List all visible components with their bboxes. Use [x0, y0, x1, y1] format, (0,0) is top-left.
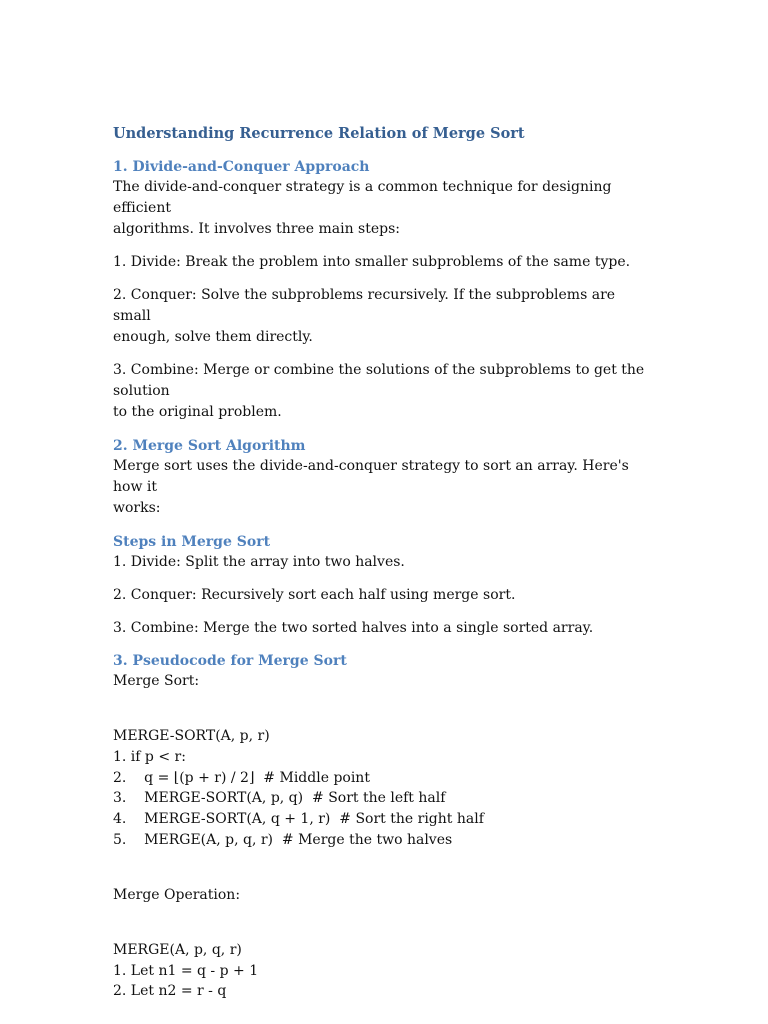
paragraph-line: Merge sort uses the divide-and-conquer strategy to sort an array. Here's how it [113, 458, 629, 495]
code-line: MERGE-SORT(A, p, r) [113, 728, 270, 744]
merge-sort-label: Merge Sort: [113, 673, 200, 689]
code-line: 1. Let n1 = q - p + 1 [113, 962, 259, 979]
document-title: Understanding Recurrence Relation of Merge Sort [113, 125, 525, 142]
merge-pseudocode [113, 940, 653, 1002]
code-line: 5. MERGE(A, p, q, r) # Merge the two halves [113, 831, 453, 848]
code-line: 2. Let n2 = r - q [113, 983, 227, 1000]
paragraph-line: works: [113, 500, 161, 516]
code-line: MERGE(A, p, q, r) [113, 941, 242, 958]
paragraph-line: to the original problem. [113, 404, 282, 420]
code-line: 3. MERGE-SORT(A, p, q) # Sort the left half [113, 790, 446, 807]
code-line: 4. MERGE-SORT(A, q + 1, r) # Sort the right half [113, 811, 484, 828]
subheading-steps-in-merge-sort: Steps in Merge Sort [113, 534, 271, 550]
document-body [113, 124, 653, 1002]
paragraph-line: algorithms. It involves three main steps: [113, 221, 401, 237]
code-line: 2. q = ⌊(p + r) / 2⌋ # Middle point [113, 769, 370, 786]
list-item-combine: 3. Combine: Merge the two sorted halves into a single sorted array. [113, 620, 594, 636]
section-heading-divide-and-conquer: 1. Divide-and-Conquer Approach [113, 159, 370, 175]
list-item-combine: 3. Combine: Merge or combine the solutions of the subproblems to get the solution [113, 362, 645, 399]
list-item-conquer: 2. Conquer: Solve the subproblems recursively. If the subproblems are small [113, 287, 616, 324]
paragraph-line: The divide-and-conquer strategy is a common technique for designing efficient [113, 179, 612, 216]
code-line: 1. if p < r: [113, 748, 186, 765]
list-item-conquer: 2. Conquer: Recursively sort each half using merge sort. [113, 587, 516, 603]
paragraph-line: enough, solve them directly. [113, 329, 313, 345]
merge-sort-pseudocode [113, 726, 653, 851]
merge-operation-label: Merge Operation: [113, 886, 241, 903]
list-item-divide: 1. Divide: Split the array into two halves. [113, 554, 405, 570]
list-item-divide: 1. Divide: Break the problem into smaller subproblems of the same type. [113, 254, 631, 270]
section-heading-merge-sort-algorithm: 2. Merge Sort Algorithm [113, 438, 306, 454]
section-heading-pseudocode: 3. Pseudocode for Merge Sort [113, 653, 347, 669]
